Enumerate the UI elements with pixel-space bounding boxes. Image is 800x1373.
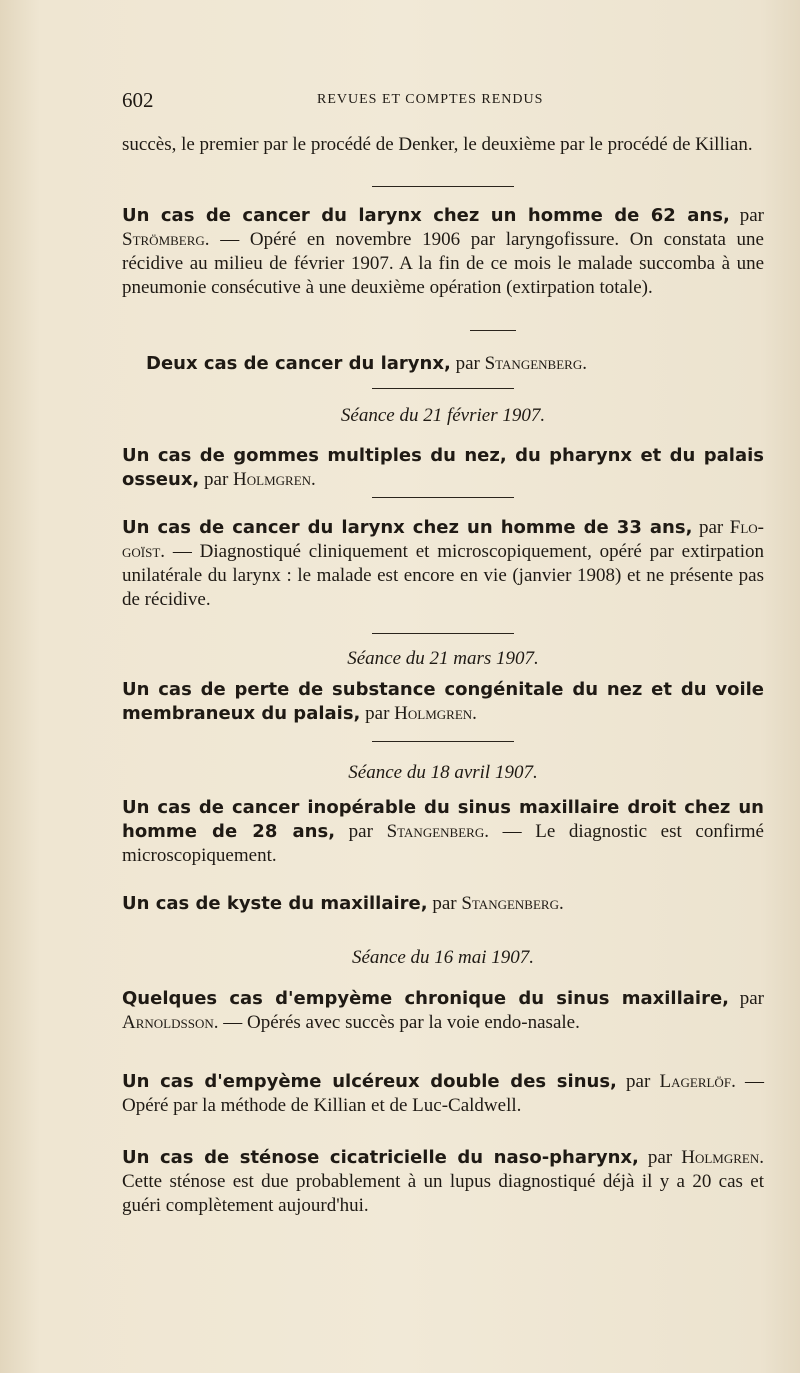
entry-text: . — Opéré en novembre 1906 par laryngofissure. On constata une récidive au milieu de février 1907. A la fin de ce mois le malade succomba à une pneumonie consécutive à une deuxième opération (extirpation totale).	[122, 229, 764, 298]
entry-text: . — Diagnostiqué cliniquement et microscopiquement, opéré par extirpation unilatérale du larynx : le malade est encore en vie (janvier 1908) et ne présente pas de récidive.	[122, 541, 764, 610]
entry-author: Stangenberg	[461, 893, 559, 914]
entry-holmgren-3: Un cas de sténose cicatricielle du naso-pharynx, par Holmgren. Cette sténose est due probablement à un lupus diagnostiqué déjà il y a 20 cas et guéri complètement aujourd'hui.	[122, 1147, 764, 1216]
running-title: REVUES ET COMPTES RENDUS	[317, 92, 544, 107]
seance-heading: Séance du 21 mars 1907.	[347, 648, 539, 669]
entry-title: Un cas de cancer du larynx chez un homme de 62 ans,	[122, 205, 730, 226]
entry-title: Un cas d'empyème ulcéreux double des sinus,	[122, 1071, 617, 1092]
entry-title: Un cas de cancer inopérable du sinus maxillaire droit chez un homme de 28 ans,	[122, 797, 764, 842]
entry-title: Quelques cas d'empyème chronique du sinus maxillaire,	[122, 988, 730, 1009]
seance-heading: Séance du 21 février 1907.	[340, 405, 546, 426]
entry-text: . Cette sténose est due probablement à un lupus diagnostiqué déjà il y a 20 cas et guéri complètement aujourd'hui.	[122, 1147, 764, 1216]
entry-author: Stangenberg	[484, 353, 583, 374]
separator-rule	[372, 186, 514, 187]
entry-title: Un cas de gommes multiples du nez, du pharynx et du palais osseux,	[122, 445, 764, 490]
entry-title: Deux cas de cancer du larynx,	[146, 353, 451, 374]
entry-holmgren-2: Un cas de perte de substance congénitale du nez et du voile membraneux du palais, par Holmgren.	[122, 679, 764, 724]
entry-author: Flo-goïst	[122, 517, 765, 562]
entry-stangenberg-3: Un cas de kyste du maxillaire, par Stangenberg.	[122, 893, 564, 914]
entry-author: Stangenberg	[386, 821, 485, 842]
entry-stangenberg-2: Un cas de cancer inopérable du sinus maxillaire droit chez un homme de 28 ans, par Stangenberg. — Le diagnostic est confirmé microscopiquement.	[122, 797, 764, 866]
entry-author: Holmgren	[233, 469, 312, 490]
entry-text: . — Le diagnostic est confirmé microscopiquement.	[122, 821, 764, 866]
entry-holmgren-1: Un cas de gommes multiples du nez, du pharynx et du palais osseux, par Holmgren.	[122, 445, 764, 490]
entry-text: . — Opérés avec succès par la voie endo-nasale.	[213, 1012, 580, 1033]
entry-title: Un cas de cancer du larynx chez un homme de 33 ans,	[122, 517, 693, 538]
seance-heading: Séance du 16 mai 1907.	[351, 947, 535, 968]
entry-author: Strömberg	[122, 229, 205, 250]
entry-author: Arnoldsson	[122, 1012, 214, 1033]
continuation-text: succès, le premier par le procédé de Denker, le deuxième par le procédé de Killian.	[122, 134, 753, 155]
entry-author: Lagerlöf	[659, 1071, 732, 1092]
entry-floigst: Un cas de cancer du larynx chez un homme de 33 ans, par Flo-goïst. — Diagnostiqué cliniquement et microscopiquement, opéré par extirpation unilatérale du larynx : le malade est encore en vie (janvier 1908) et ne présente pas de récidive.	[122, 517, 765, 610]
separator-rule	[470, 330, 516, 331]
page-number: 602	[122, 88, 154, 112]
entry-stangenberg-1: Deux cas de cancer du larynx, par Stangenberg.	[146, 353, 587, 374]
separator-rule	[372, 633, 514, 634]
separator-rule	[372, 388, 514, 389]
entry-title: Un cas de kyste du maxillaire,	[122, 893, 428, 914]
entry-title: Un cas de sténose cicatricielle du naso-pharynx,	[122, 1147, 639, 1168]
entry-text: . — Opéré par la méthode de Killian et de Luc-Caldwell.	[122, 1071, 764, 1116]
entry-author: Holmgren	[394, 703, 473, 724]
entry-lagerlof: Un cas d'empyème ulcéreux double des sinus, par Lagerlöf. — Opéré par la méthode de Killian et de Luc-Caldwell.	[122, 1071, 764, 1116]
entry-author: Holmgren	[681, 1147, 760, 1168]
seance-heading: Séance du 18 avril 1907.	[348, 762, 538, 783]
separator-rule	[372, 497, 514, 498]
page-header	[122, 88, 762, 116]
entry-title: Un cas de perte de substance congénitale du nez et du voile membraneux du palais,	[122, 679, 764, 724]
entry-continuation	[122, 133, 764, 157]
entry-arnoldsson: Quelques cas d'empyème chronique du sinus maxillaire, par Arnoldsson. — Opérés avec succès par la voie endo-nasale.	[122, 988, 764, 1033]
entry-stromberg: Un cas de cancer du larynx chez un homme de 62 ans, par Strömberg. — Opéré en novembre 1906 par laryngofissure. On constata une récidive au milieu de février 1907. A la fin de ce mois le malade succomba à une pneumonie consécutive à une deuxième opération (extirpation totale).	[122, 205, 764, 298]
separator-rule	[372, 741, 514, 742]
